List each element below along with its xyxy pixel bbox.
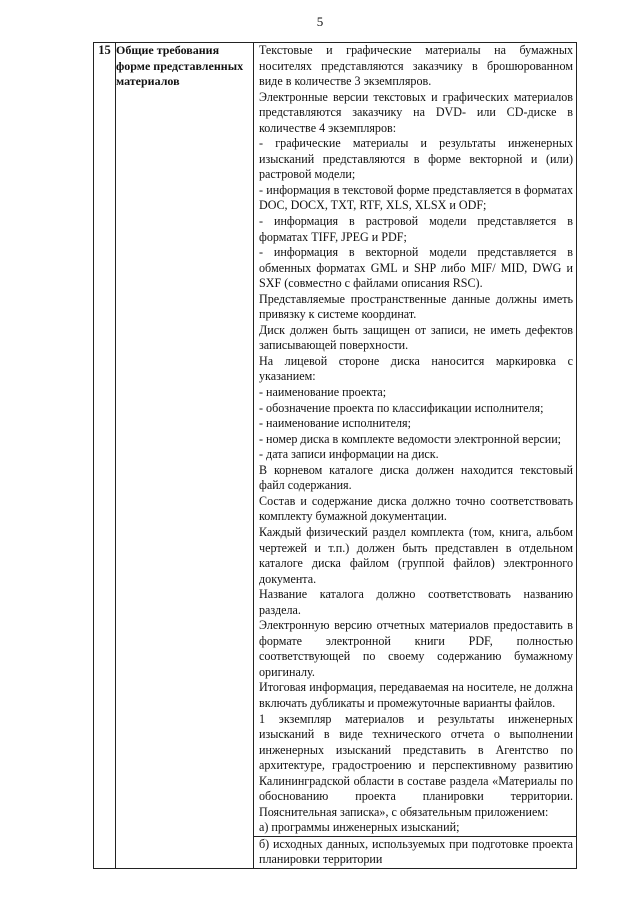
content-paragraph: - наименование исполнителя; [259,416,411,431]
table-row [94,43,577,869]
content-paragraph: Каждый физический раздел комплекта (том, книга, альбом чертежей и т.п.) должен быть представлен в отдельном каталоге диска файлом (группой файлов) электронного документа. [259,524,573,586]
content-paragraph: а) программы инженерных изысканий; [259,820,460,835]
content-paragraph: - дата записи информации на диск. [259,447,439,462]
content-paragraph: б) исходных данных, используемых при подготовке проекта планировки территории [254,836,576,868]
row-number: 15 [94,43,116,869]
content-paragraph: Представляемые пространственные данные должны иметь привязку к системе координат. [259,291,573,322]
page-number: 5 [316,14,324,29]
content-paragraph: Электронные версии текстовых и графических материалов представляются заказчику на DVD- или CD-диске в количестве 4 экземпляров: [259,89,573,135]
content-paragraph: Итоговая информация, передаваемая на носителе, не должна включать дубликаты и промежуточные варианты файлов. [259,680,573,710]
content-paragraph: Состав и содержание диска должно точно соответствовать комплекту бумажной документации. [259,493,573,524]
content-paragraph: - информация в текстовой форме представляется в форматах DOC, DOCX, TXT, RTF, XLS, XLSX и ODF; [259,182,573,213]
content-paragraph: - информация в растровой модели представляется в форматах TIFF, JPEG и PDF; [259,214,573,244]
content-paragraph: Электронную версию отчетных материалов предоставить в формате электронной книги PDF, полностью соответствующей по своему содержанию бумажному оригиналу. [259,618,573,679]
content-paragraph: 1 экземпляр материалов и результаты инженерных изысканий в виде технического отчета о выполнении инженерных изысканий представить в Агентство по архитектуре, градостроению и перспективному развитию Калининградской области в составе раздела «Материалы по обоснованию проекта планировки территории. Пояснительная записка», с обязательным приложением: [259,711,573,819]
content-paragraph: Текстовые и графические материалы на бумажных носителях представляются заказчику в брошюрованном виде в количестве 3 экземпляров. [259,43,573,89]
content-paragraph: - обозначение проекта по классификации исполнителя; [259,400,544,415]
content-paragraph: - графические материалы и результаты инженерных изысканий представляются в форме векторной и (или) растровой модели; [259,136,573,182]
row-content [254,43,577,869]
content-paragraph: - наименование проекта; [259,385,387,400]
content-paragraph: В корневом каталоге диска должен находится текстовый файл содержания. [259,462,573,493]
content-paragraph: На лицевой стороне диска наносится маркировка с указанием: [259,353,573,384]
content-paragraph: - информация в векторной модели представляется в обменных форматах GML и SHP либо MIF/ MID, DWG и SXF (совместно с файлами описания RSC). [259,245,573,291]
row-title: Общие требования форме представленных материалов [116,43,254,869]
content-paragraph: Диск должен быть защищен от записи, не иметь дефектов записывающей поверхности. [259,322,573,353]
content-paragraph: Название каталога должно соответствовать названию раздела. [259,587,573,617]
requirements-table [93,42,577,869]
content-paragraph: - номер диска в комплекте ведомости электронной версии; [259,431,562,446]
